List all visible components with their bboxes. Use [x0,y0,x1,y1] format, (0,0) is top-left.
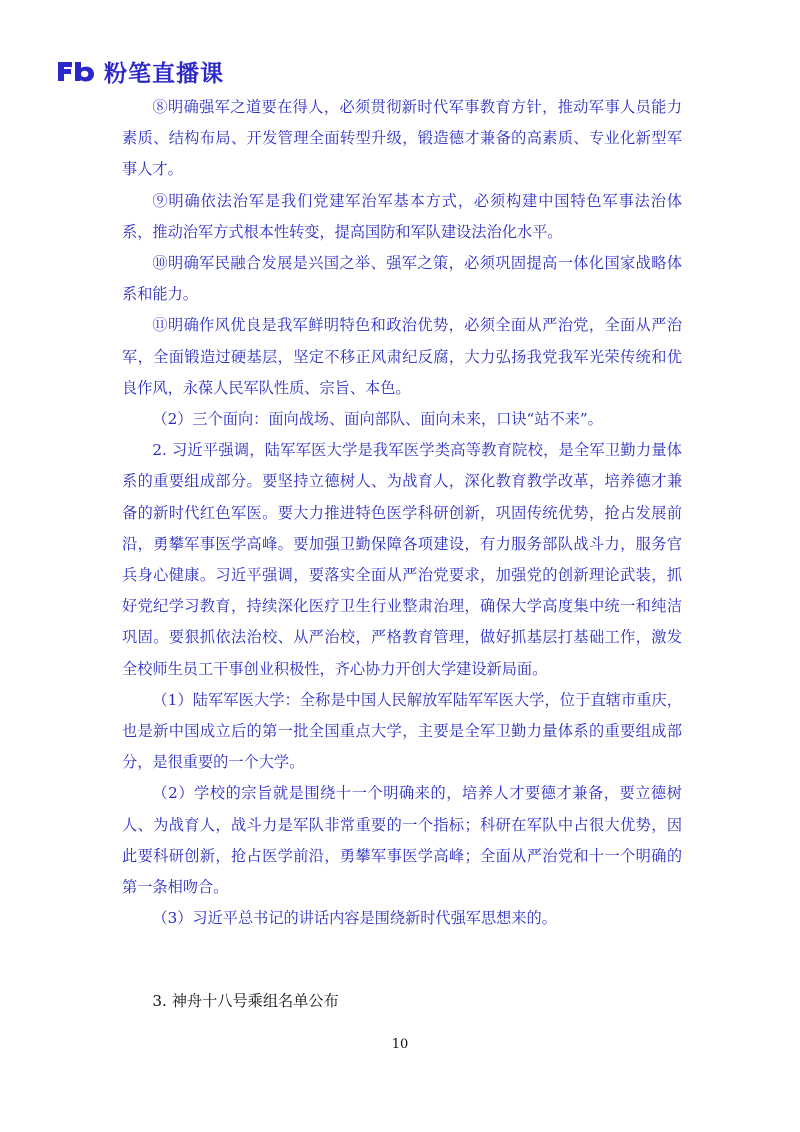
paragraph-note-2: （2）学校的宗旨就是围绕十一个明确来的，培养人才要德才兼备，要立德树人、为战育人，战斗力是军队非常重要的一个指标；科研在军队中占很大优势，因此要科研创新，抢占医学前沿，勇攀军事医学高峰；全面从严治党和十一个明确的第一条相吻合。 [122,784,682,897]
page-number: 10 [391,1037,409,1052]
paragraph-three-facings: （2）三个面向：面向战场、面向部队、面向未来，口诀“站不来”。 [152,410,603,429]
paragraph-note-1: （1）陆军军医大学：全称是中国人民解放军陆军军医大学，位于直辖市重庆，也是新中国成立后的第一批全国重点大学，主要是全军卫勤力量体系的重要组成部分，是很重要的一个大学。 [122,690,682,772]
paragraph-note-3: （3）习近平总书记的讲话内容是围绕新时代强军思想来的。 [152,909,557,928]
paragraph-item-2: 2. 习近平强调，陆军军医大学是我军医学类高等教育院校，是全军卫勤力量体系的重要组成部分。要坚持立德树人、为战育人，深化教育教学改革，培养德才兼备的新时代红色军医。要大力推进特色医学科研创新，巩固传统优势，抢占发展前沿，勇攀军事医学高峰。要加强卫勤保障各项建设，有力服务部队战斗力，服务官兵身心健康。习近平强调，要落实全面从严治党要求，加强党的创新理论武装，抓好党纪学习教育，持续深化医疗卫生行业整肃治理，确保大学高度集中统一和纯洁巩固。要狠抓依法治校、从严治校，严格教育管理，做好抓基层打基础工作，激发全校师生员工干事创业积极性，齐心协力开创大学建设新局面。 [122,441,682,678]
paragraph-point-8: ⑧明确强军之道要在得人，必须贯彻新时代军事教育方针，推动军事人员能力素质、结构布局、开发管理全面转型升级，锻造德才兼备的高素质、专业化新型军事人才。 [122,98,682,179]
paragraph-point-11: ⑪明确作风优良是我军鲜明特色和政治优势，必须全面从严治党，全面从严治军，全面锻造过硬基层，坚定不移正风肃纪反腐，大力弘扬我党我军光荣传统和优良作风，永葆人民军队性质、宗旨、本色。 [122,316,682,397]
fb-logo-icon [56,59,96,83]
paragraph-point-10: ⑩明确军民融合发展是兴国之举、强军之策，必须巩固提高一体化国家战略体系和能力。 [122,254,682,304]
heading-item-3: 3. 神舟十八号乘组名单公布 [152,992,339,1011]
paragraph-point-9: ⑨明确依法治军是我们党建军治军基本方式，必须构建中国特色军事法治体系，推动治军方式根本性转变，提高国防和军队建设法治化水平。 [122,191,682,241]
document-body [122,92,682,1018]
brand-name: 粉笔直播课 [104,60,224,87]
brand-header [56,56,224,86]
